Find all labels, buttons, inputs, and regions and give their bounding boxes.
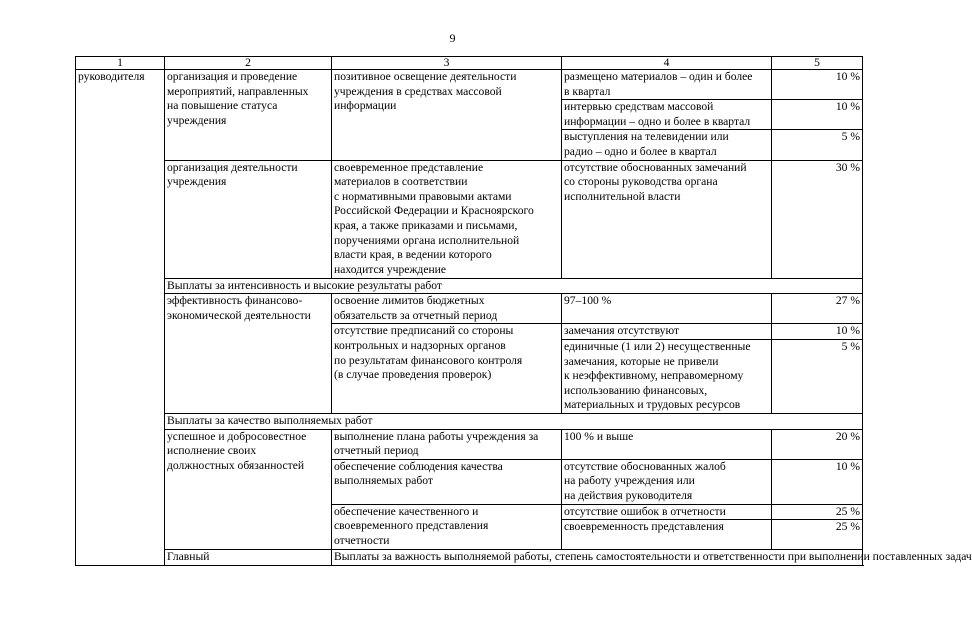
cell-line: материальных и трудовых ресурсов (564, 398, 741, 412)
cell-line: на повышение статуса (167, 99, 278, 113)
criterion-cell (165, 70, 332, 161)
cell-line: экономической деятельности (167, 308, 311, 322)
cell-line: информации (334, 99, 397, 113)
section-header: Выплаты за важность выполняемой работы, степень самостоятельности и ответственности при выполнении поставленных задач (332, 550, 863, 566)
column-number: 1 (76, 57, 165, 70)
cell-line: интервью средствам массовой (564, 100, 714, 114)
position-cell (165, 550, 332, 566)
cell-line: выполняемых работ (334, 474, 433, 488)
position-label: руководителя (78, 70, 145, 83)
cell-line: своевременного представления (334, 519, 489, 533)
condition-cell (562, 459, 772, 504)
cell-line: в квартал (564, 84, 611, 98)
indicator-cell (332, 294, 562, 324)
cell-line: замечания, которые не привели (564, 354, 719, 368)
table-row (76, 160, 863, 278)
criterion-cell (165, 160, 332, 278)
cell-line: замечания отсутствуют (564, 324, 680, 338)
cell-line: исполнение своих (167, 444, 257, 458)
amount-cell: 25 % (772, 504, 863, 520)
cell-line: власти края, в ведении которого (334, 248, 492, 262)
indicator-cell (332, 429, 562, 459)
criterion-cell (165, 429, 332, 550)
column-number: 4 (562, 57, 772, 70)
cell-line: обязательств за отчетный период (334, 308, 498, 322)
condition-cell (562, 429, 772, 459)
cell-line: размещено материалов – один и более (564, 70, 753, 83)
cell-line: отсутствие обоснованных замечаний (564, 160, 747, 174)
condition-cell (562, 70, 772, 100)
amount-cell: 10 % (772, 70, 863, 100)
page-number: 9 (449, 31, 456, 45)
position-label: Главный (167, 550, 210, 564)
cell-line: обеспечение качественного и (334, 504, 479, 518)
cell-line: успешное и добросовестное (167, 429, 307, 443)
cell-line: учреждения (167, 113, 227, 127)
cell-line: единичные (1 или 2) несущественные (564, 339, 751, 353)
cell-line: отчетный период (334, 444, 419, 458)
cell-line: мероприятий, направленных (167, 84, 309, 98)
indicator-cell (332, 459, 562, 504)
cell-line: контрольных и надзорных органов (334, 338, 506, 352)
amount-cell: 27 % (772, 294, 863, 324)
cell-line: позитивное освещение деятельности (334, 70, 517, 83)
cell-line: организация и проведение (167, 70, 298, 83)
criterion-cell (165, 294, 332, 414)
cell-line: выполнение плана работы учреждения за (334, 429, 539, 443)
cell-line: отсутствие обоснованных жалоб (564, 459, 726, 473)
cell-line: отчетности (334, 533, 390, 547)
cell-line: по результатам финансового контроля (334, 353, 523, 367)
section-header-row (76, 278, 863, 294)
section-header: Выплаты за интенсивность и высокие результаты работ (165, 278, 863, 294)
cell-line: должностных обязанностей (167, 458, 305, 472)
cell-line: радио – одно и более в квартал (564, 144, 717, 158)
table-row (76, 550, 863, 566)
column-number: 5 (772, 57, 863, 70)
condition-cell (562, 504, 772, 520)
condition-cell (562, 294, 772, 324)
amount-cell: 25 % (772, 520, 863, 550)
cell-line: Российской Федерации и Красноярского (334, 204, 534, 218)
table-row (76, 429, 863, 459)
indicator-cell (332, 70, 562, 161)
amount-cell: 10 % (772, 324, 863, 340)
amount-cell: 5 % (772, 339, 863, 413)
section-header: Выплаты за качество выполняемых работ (165, 413, 863, 429)
cell-line: поручениями органа исполнительной (334, 233, 520, 247)
indicator-cell (332, 160, 562, 278)
cell-line: своевременность представления (564, 520, 724, 534)
cell-line: учреждения в средствах массовой (334, 84, 502, 98)
cell-line: находится учреждение (334, 262, 447, 276)
cell-line: организация деятельности (167, 160, 298, 174)
column-number: 2 (165, 57, 332, 70)
cell-line: со стороны руководства органа (564, 175, 718, 189)
cell-line: своевременное представление (334, 160, 484, 174)
cell-line: обеспечение соблюдения качества (334, 459, 503, 473)
cell-line: (в случае проведения проверок) (334, 368, 492, 382)
column-number: 3 (332, 57, 562, 70)
amount-cell: 10 % (772, 100, 863, 130)
condition-cell (562, 324, 772, 340)
cell-line: с нормативными правовыми актами (334, 189, 512, 203)
cell-line: исполнительной власти (564, 189, 681, 203)
cell-line: 97–100 % (564, 294, 612, 308)
condition-cell (562, 100, 772, 130)
table-row (76, 70, 863, 100)
condition-cell (562, 160, 772, 278)
criteria-table (75, 56, 972, 566)
section-header-row (76, 413, 863, 429)
cell-line: к неэффективному, неправомерному (564, 369, 744, 383)
condition-cell (562, 130, 772, 160)
amount-cell: 10 % (772, 459, 863, 504)
column-number-row (76, 57, 863, 70)
cell-line: учреждения (167, 175, 227, 189)
cell-line: использованию финансовых, (564, 383, 708, 397)
cell-line: отсутствие предписаний со стороны (334, 324, 514, 338)
cell-line: освоение лимитов бюджетных (334, 294, 485, 308)
table-row (76, 294, 863, 324)
cell-line: материалов в соответствии (334, 175, 468, 189)
position-cell (76, 70, 165, 566)
cell-line: на действия руководителя (564, 488, 693, 502)
cell-line: на работу учреждения или (564, 474, 695, 488)
cell-line: края, а также приказами и письмами, (334, 218, 518, 232)
cell-line: 100 % и выше (564, 429, 634, 443)
amount-cell: 5 % (772, 130, 863, 160)
cell-line: отсутствие ошибок в отчетности (564, 504, 726, 518)
indicator-cell (332, 324, 562, 414)
amount-cell: 20 % (772, 429, 863, 459)
amount-cell: 30 % (772, 160, 863, 278)
condition-cell (562, 339, 772, 413)
cell-line: выступления на телевидении или (564, 130, 729, 144)
indicator-cell (332, 504, 562, 550)
condition-cell (562, 520, 772, 550)
cell-line: информации – одно и более в квартал (564, 114, 751, 128)
cell-line: эффективность финансово- (167, 294, 303, 308)
